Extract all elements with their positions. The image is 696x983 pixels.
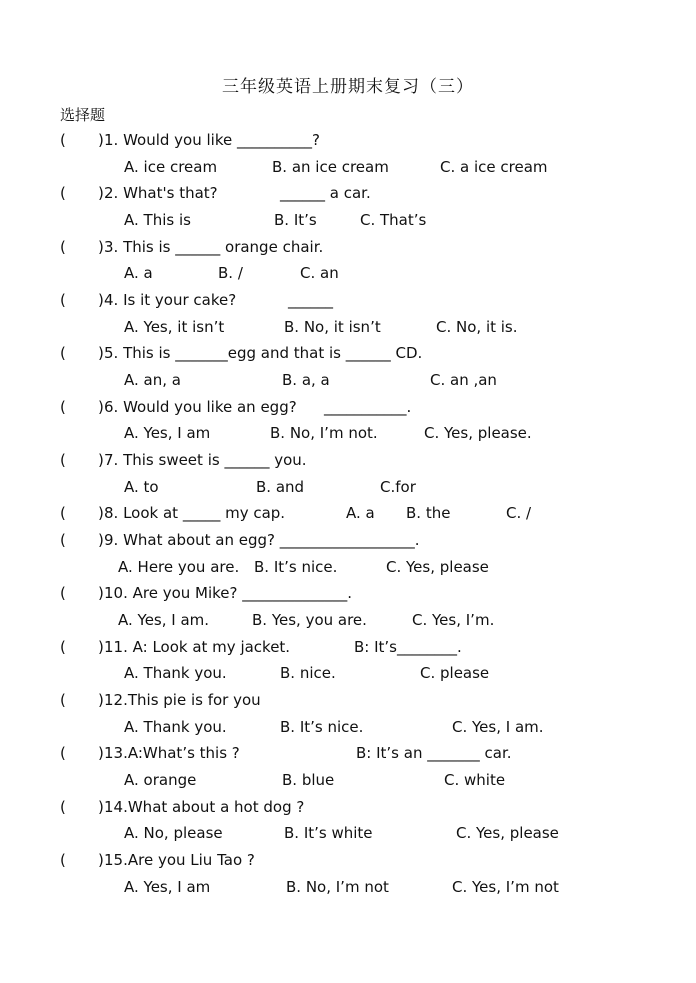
option-c: C. Yes, I am. <box>452 718 544 736</box>
option-a: A. a <box>346 504 375 522</box>
option-c: C. Yes, I’m not <box>452 878 559 896</box>
answer-paren-open: ( <box>60 691 66 709</box>
answer-paren-close: ) <box>98 504 104 522</box>
option-c: C. Yes, please <box>456 824 559 842</box>
option-b: B. It’s <box>274 211 317 229</box>
option-b: B. blue <box>282 771 335 789</box>
question-stem: 7. This sweet is ______ you. <box>104 451 307 469</box>
question-stem: 1. Would you like __________? <box>104 131 320 149</box>
question-stem: 9. What about an egg? __________________. <box>104 531 420 549</box>
question-blank: ______ <box>288 291 333 309</box>
answer-paren-close: ) <box>98 184 104 202</box>
answer-paren-close: ) <box>98 798 104 816</box>
answer-paren-open: ( <box>60 584 66 602</box>
answer-paren-open: ( <box>60 238 66 256</box>
answer-paren-open: ( <box>60 504 66 522</box>
answer-paren-close: ) <box>98 291 104 309</box>
answer-paren-open: ( <box>60 851 66 869</box>
answer-paren-close: ) <box>98 531 104 549</box>
option-c: C. Yes, I’m. <box>412 611 495 629</box>
option-a: A. orange <box>124 771 197 789</box>
option-a: A. ice cream <box>124 158 218 176</box>
question-stem: 8. Look at _____ my cap. <box>104 504 286 522</box>
option-b: B. It’s nice. <box>280 718 364 736</box>
option-b: B. No, it isn’t <box>284 318 381 336</box>
answer-paren-close: ) <box>98 638 104 656</box>
question-stem: 11. A: Look at my jacket. <box>104 638 291 656</box>
answer-paren-close: ) <box>98 851 104 869</box>
answer-paren-open: ( <box>60 291 66 309</box>
option-c: C. No, it is. <box>436 318 518 336</box>
option-a: A. a <box>124 264 153 282</box>
question-stem: 12.This pie is for you <box>104 691 261 709</box>
option-c: C. please <box>420 664 490 682</box>
option-a: A. Yes, I am <box>124 878 211 896</box>
answer-paren-close: ) <box>98 744 104 762</box>
option-b: B. No, I’m not <box>286 878 389 896</box>
option-b: B. No, I’m not. <box>270 424 378 442</box>
question-stem: 10. Are you Mike? ______________. <box>104 584 353 602</box>
option-a: A. Thank you. <box>124 718 227 736</box>
question-blank: ______ a car. <box>280 184 371 202</box>
option-c: C. an ,an <box>430 371 497 389</box>
question-stem: 6. Would you like an egg? <box>104 398 297 416</box>
answer-paren-close: ) <box>98 691 104 709</box>
answer-paren-close: ) <box>98 451 104 469</box>
question-blank: ___________. <box>324 398 412 416</box>
option-a: A. Yes, I am. <box>118 611 210 629</box>
option-c: C. Yes, please <box>386 558 489 576</box>
question-blank: B: It’s an _______ car. <box>356 744 512 762</box>
option-b: B. It’s white <box>284 824 373 842</box>
question-stem: 13.A:What’s this ? <box>104 744 240 762</box>
answer-paren-open: ( <box>60 744 66 762</box>
option-a: A. Yes, I am <box>124 424 211 442</box>
option-c: C. an <box>300 264 339 282</box>
option-c: C.for <box>380 478 416 496</box>
answer-paren-close: ) <box>98 344 104 362</box>
answer-paren-close: ) <box>98 584 104 602</box>
answer-paren-open: ( <box>60 638 66 656</box>
option-c: C. Yes, please. <box>424 424 532 442</box>
page-title: 三年级英语上册期末复习（三） <box>222 77 474 97</box>
question-stem: 14.What about a hot dog ? <box>104 798 305 816</box>
answer-paren-open: ( <box>60 451 66 469</box>
answer-paren-open: ( <box>60 184 66 202</box>
question-stem: 3. This is ______ orange chair. <box>104 238 324 256</box>
question-stem: 5. This is _______egg and that is ______ CD. <box>104 344 423 362</box>
option-a: A. Yes, it isn’t <box>124 318 225 336</box>
option-a: A. to <box>124 478 159 496</box>
option-a: A. an, a <box>124 371 181 389</box>
question-stem: 2. What's that? <box>104 184 218 202</box>
answer-paren-close: ) <box>98 131 104 149</box>
option-a: A. No, please <box>124 824 223 842</box>
option-b: B. nice. <box>280 664 336 682</box>
option-b: B. / <box>218 264 243 282</box>
option-b: B. Yes, you are. <box>252 611 367 629</box>
option-c: C. That’s <box>360 211 427 229</box>
option-b: B. and <box>256 478 305 496</box>
option-a: A. Here you are. <box>118 558 240 576</box>
option-c: C. a ice cream <box>440 158 548 176</box>
option-c: C. / <box>506 504 532 522</box>
option-a: A. Thank you. <box>124 664 227 682</box>
option-a: A. This is <box>124 211 191 229</box>
question-blank: B: It’s________. <box>354 638 462 656</box>
question-stem: 15.Are you Liu Tao ? <box>104 851 255 869</box>
option-b: B. an ice cream <box>272 158 389 176</box>
answer-paren-close: ) <box>98 398 104 416</box>
option-b: B. It’s nice. <box>254 558 338 576</box>
answer-paren-open: ( <box>60 798 66 816</box>
answer-paren-open: ( <box>60 398 66 416</box>
option-b: B. a, a <box>282 371 330 389</box>
option-c: C. white <box>444 771 506 789</box>
section-heading: 选择题 <box>60 106 106 124</box>
question-stem: 4. Is it your cake? <box>104 291 237 309</box>
answer-paren-open: ( <box>60 344 66 362</box>
answer-paren-close: ) <box>98 238 104 256</box>
answer-paren-open: ( <box>60 531 66 549</box>
answer-paren-open: ( <box>60 131 66 149</box>
option-b: B. the <box>406 504 451 522</box>
